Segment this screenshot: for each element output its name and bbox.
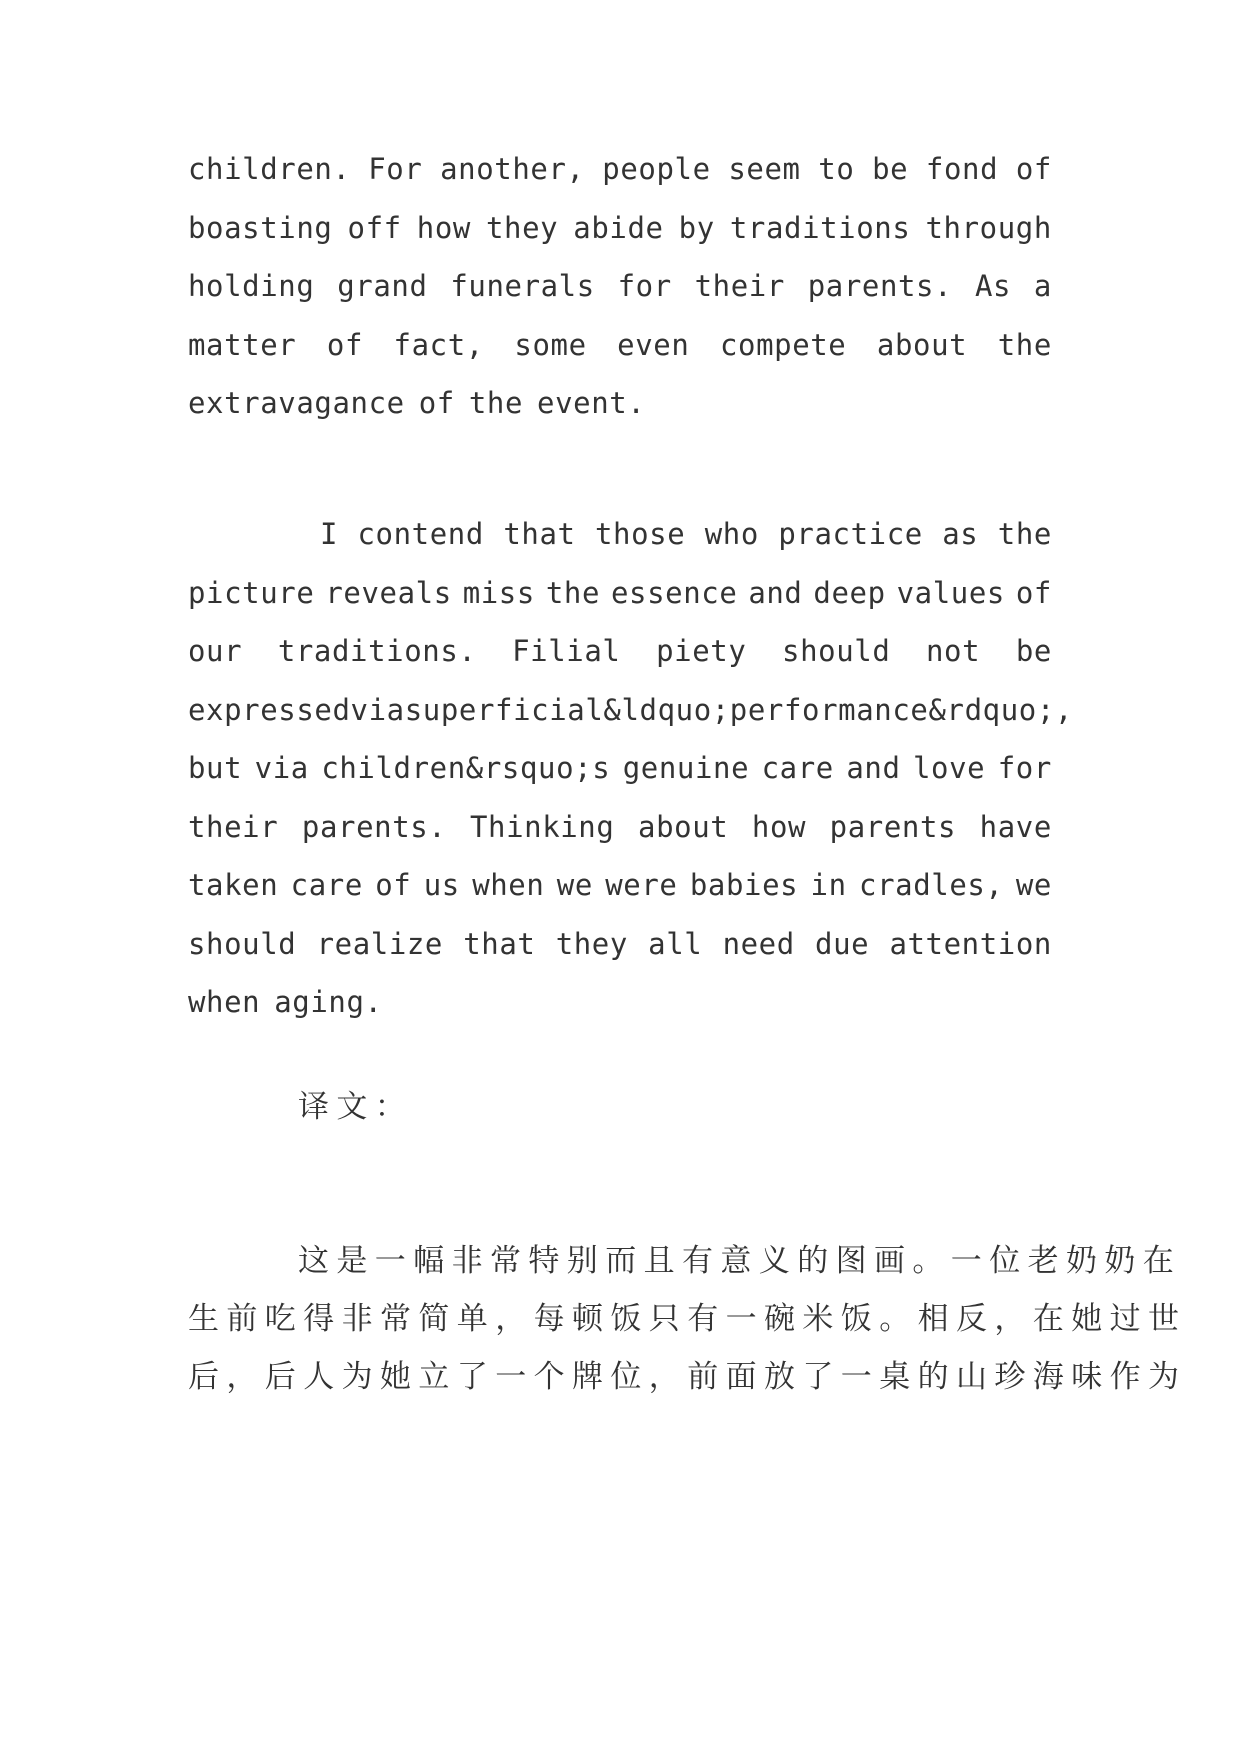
word: practice [778, 517, 923, 551]
word: Filial [512, 634, 621, 668]
word: they [555, 926, 628, 961]
text-line: 后，后人为她立了一个牌位，前面放了一桌的山珍海味作为 [188, 1359, 1187, 1395]
word: be [1015, 634, 1052, 668]
word: taken [188, 868, 279, 902]
word: holding [188, 269, 315, 303]
word: those [595, 517, 686, 551]
word: I [320, 517, 339, 551]
text-line: 生前吃得非常简单，每顿饭只有一碗米饭。相反，在她过世 [188, 1301, 1187, 1337]
word: their [694, 269, 785, 303]
word: when [188, 985, 261, 1019]
word: the [468, 386, 524, 420]
word: love [913, 751, 986, 785]
word: who [704, 517, 759, 551]
text-line [188, 505, 1052, 564]
paragraph-chinese-translation [188, 1232, 1187, 1406]
word: in [810, 868, 847, 902]
word: not [926, 634, 981, 668]
word: for [617, 269, 672, 303]
word: seem [728, 152, 801, 186]
word: miss [462, 575, 535, 610]
word: and [748, 575, 803, 610]
word: parents. [301, 809, 447, 844]
word: of [418, 386, 455, 420]
word: people [602, 152, 711, 186]
word: parents. [807, 269, 953, 303]
word: essence [610, 575, 738, 610]
text-line [188, 374, 1052, 433]
word: of [375, 868, 412, 902]
word: to [818, 152, 855, 186]
word: but [188, 751, 243, 785]
word: by [678, 210, 715, 245]
word: should [188, 926, 297, 961]
word: cradles, [859, 868, 1004, 902]
word: parents [829, 809, 957, 844]
word: us [423, 868, 460, 902]
word: our [188, 634, 243, 668]
word: attention [889, 926, 1052, 961]
word: for [997, 751, 1052, 785]
text-line [188, 798, 1052, 857]
word: expressed [188, 692, 351, 727]
word: event. [537, 386, 646, 420]
paragraph-filial-practices [188, 140, 1052, 433]
word: some [514, 327, 587, 362]
word: extravagance [188, 386, 405, 420]
word: funerals [450, 269, 595, 303]
text-line [188, 316, 1052, 375]
word: that [503, 517, 576, 551]
word: due [815, 926, 870, 961]
word: were [605, 868, 678, 902]
word: genuine [622, 751, 750, 785]
word: contend [357, 517, 484, 551]
word: a [1033, 269, 1052, 303]
translation-heading-text: 译文： [298, 1089, 414, 1125]
text-line [188, 973, 1052, 1032]
word: how [416, 210, 471, 245]
word: even [617, 327, 690, 362]
word: Thinking [469, 809, 615, 844]
word: values [896, 575, 1005, 610]
word: the [997, 517, 1052, 551]
word: be [872, 152, 909, 186]
text-line [188, 622, 1052, 681]
word: when [472, 868, 545, 902]
text-line: 这是一幅非常特别而且有意义的图画。一位老奶奶在 [298, 1243, 1182, 1279]
word: care [761, 751, 834, 785]
text-line [188, 140, 1052, 199]
word: and [846, 751, 901, 785]
word: all [648, 926, 703, 961]
word: reveals [325, 575, 452, 610]
word: boasting [188, 210, 333, 245]
word: of [1015, 575, 1052, 610]
word: how [751, 809, 807, 844]
word: aging. [274, 985, 383, 1019]
word: their [188, 809, 279, 844]
word: via [254, 751, 309, 785]
word: deep [813, 575, 886, 610]
text-line [188, 257, 1052, 316]
word: piety [656, 634, 747, 668]
word: of [326, 327, 364, 362]
word: For [368, 152, 423, 186]
word: children. [188, 152, 351, 186]
text-line [188, 739, 1052, 798]
word: that [463, 926, 536, 961]
text-line [188, 915, 1052, 974]
text-line [188, 564, 1052, 623]
text-line [188, 856, 1052, 915]
word: fond [925, 152, 999, 186]
word: superficial [404, 692, 604, 727]
word: picture [188, 575, 315, 610]
word: they [486, 210, 559, 245]
word: we [1015, 868, 1052, 902]
word: the [545, 575, 601, 610]
word: about [638, 809, 729, 844]
word: traditions [729, 210, 911, 245]
word: fact, [393, 327, 484, 362]
word: about [876, 327, 968, 362]
word: of [1015, 152, 1052, 186]
word: children&rsquo;s [321, 751, 611, 785]
word: via [350, 692, 405, 727]
word: compete [719, 327, 847, 362]
paragraph-author-opinion [188, 505, 1073, 1032]
word: have [979, 809, 1052, 844]
word: off [347, 210, 402, 245]
word: as [942, 517, 979, 551]
word: babies [689, 868, 799, 902]
word: realize [316, 926, 443, 961]
word: we [556, 868, 593, 902]
word: &ldquo;performance&rdquo;, [603, 692, 1073, 727]
word: traditions. [277, 634, 477, 668]
word: As [974, 269, 1012, 303]
word: another, [440, 152, 585, 186]
word: through [925, 210, 1052, 245]
text-line [188, 681, 1073, 740]
word: should [782, 634, 891, 668]
word: care [290, 868, 363, 902]
translation-heading [188, 1078, 1052, 1136]
word: abide [573, 210, 664, 245]
word: the [997, 327, 1052, 362]
word: need [722, 926, 795, 961]
text-line [188, 199, 1052, 258]
word: matter [188, 327, 297, 362]
word: grand [337, 269, 428, 303]
